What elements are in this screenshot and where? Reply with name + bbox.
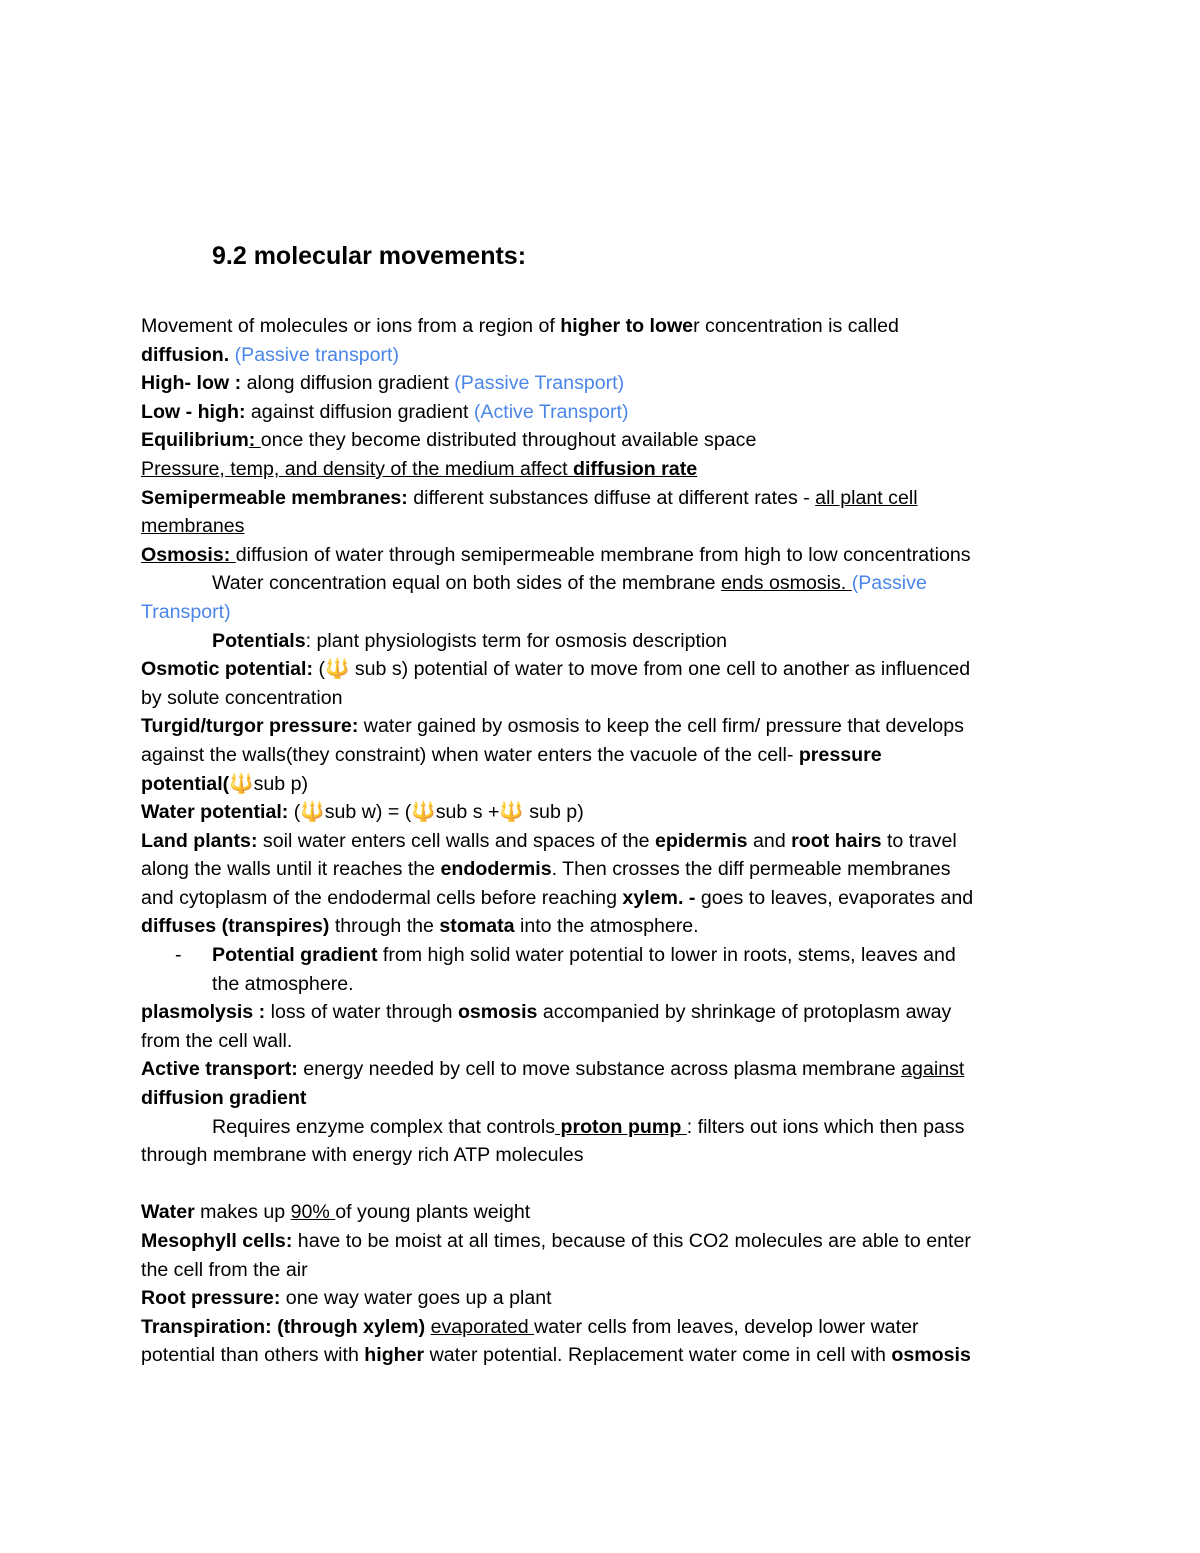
text-line — [141, 1141, 1071, 1170]
text-run: sub w) = ( — [324, 801, 412, 824]
text-line — [141, 855, 1071, 884]
text-line — [141, 398, 1071, 427]
document-body — [141, 312, 1071, 1370]
text-line — [141, 1313, 1071, 1342]
text-line — [141, 712, 1071, 741]
text-line — [141, 1027, 1071, 1056]
text-line — [141, 741, 1071, 770]
bold-term: root hairs — [791, 829, 882, 852]
text-line — [141, 770, 1071, 799]
blank-line — [141, 1170, 1071, 1199]
bold-term: Land plants: — [141, 829, 258, 852]
bold-term: diffuses (transpires) — [141, 915, 330, 938]
underlined-text: ends osmosis. — [721, 572, 852, 595]
trident-icon: 🔱 — [324, 658, 350, 681]
text-run: water gained by osmosis to keep the cell firm/ pressure that develops — [358, 715, 964, 738]
bold-term: Mesophyll cells: — [141, 1230, 293, 1252]
text-run: against the walls(they constraint) when water enters the vacuole of the cell- — [141, 743, 799, 766]
text-line — [141, 1284, 1071, 1313]
transport-note: (Passive transport) — [229, 343, 400, 366]
underlined-text: evaporated — [430, 1315, 535, 1338]
text-run: of young plants weight — [335, 1201, 531, 1224]
trident-icon: 🔱 — [300, 801, 325, 824]
text-run: water cells from leaves, develop lower water — [534, 1315, 919, 1338]
bold-term: Root pressure: — [141, 1287, 281, 1310]
text-run: by solute concentration — [141, 686, 343, 709]
bold-term: Osmotic potential: — [141, 658, 314, 681]
text-line — [141, 1055, 1071, 1084]
text-line — [141, 970, 1071, 999]
text-line — [141, 684, 1071, 713]
text-run: once they become distributed throughout available space — [260, 429, 757, 452]
text-line — [141, 884, 1071, 913]
bold-term: Low - high: — [141, 400, 246, 423]
text-run: soil water enters cell walls and spaces of the — [257, 829, 655, 852]
text-run: makes up — [194, 1201, 291, 1224]
underlined-text: membranes — [141, 515, 245, 538]
text-line — [141, 627, 1071, 656]
bold-term: stomata — [439, 915, 515, 938]
text-run: against diffusion gradient — [245, 400, 474, 423]
bold-term: pressure — [798, 743, 882, 766]
text-line — [141, 1227, 1071, 1256]
text-run: sub p) — [523, 801, 584, 824]
text-line — [141, 455, 1071, 484]
text-line — [141, 598, 1071, 627]
text-line — [141, 369, 1071, 398]
text-line — [141, 312, 1071, 341]
text-line — [141, 798, 1071, 827]
bold-term: : — [248, 429, 261, 452]
underlined-text: 90% — [290, 1201, 336, 1224]
bold-term: osmosis — [457, 1001, 538, 1024]
underlined-text: all plant cell — [815, 486, 918, 509]
bold-term: potential( — [141, 772, 230, 795]
text-run: along diffusion gradient — [241, 372, 455, 395]
text-run: along the walls until it reaches the — [141, 858, 441, 881]
text-run: from the cell wall. — [141, 1029, 293, 1052]
text-line — [141, 512, 1071, 541]
text-run: sub p) — [253, 772, 309, 795]
text-line — [141, 1198, 1071, 1227]
bold-term: Water potential: — [141, 801, 289, 824]
text-run: the atmosphere. — [212, 972, 354, 995]
text-run: to travel — [881, 829, 957, 852]
text-run: accompanied by shrinkage of protoplasm away — [537, 1001, 952, 1024]
underlined-text: Pressure, temp, and density of the medium affect — [141, 457, 574, 480]
bold-term: endodermis — [440, 858, 552, 881]
text-run: the cell from the air — [141, 1258, 308, 1281]
page-title: 9.2 molecular movements: — [212, 242, 527, 270]
text-run: different substances diffuse at different rates - — [407, 486, 816, 509]
bold-term: Potentials — [212, 629, 306, 652]
text-line — [141, 1084, 1071, 1113]
bold-term: Water — [141, 1201, 195, 1224]
text-line — [141, 484, 1071, 513]
text-run: : filters out ions which then pass — [686, 1115, 965, 1138]
text-run: loss of water through — [265, 1001, 458, 1024]
text-run: diffusion of water through semipermeable membrane from high to low concentrations — [235, 543, 971, 566]
text-run: ( — [288, 801, 301, 824]
text-run: and cytoplasm of the endodermal cells before reaching — [141, 886, 623, 909]
bold-term: Transpiration: (through xylem) — [141, 1315, 426, 1338]
bold-term: High- low : — [141, 372, 242, 395]
transport-note: (Passive — [851, 572, 927, 595]
bold-term: Potential gradient — [212, 944, 378, 967]
bold-term: proton pump — [555, 1115, 687, 1138]
bold-term: Equilibrium — [141, 429, 249, 452]
bold-term: diffusion. — [141, 343, 230, 366]
transport-note: (Active Transport) — [473, 400, 629, 423]
text-run: from high solid water potential to lower in roots, stems, leaves and — [377, 944, 956, 967]
text-run: : plant physiologists term for osmosis description — [305, 629, 728, 652]
text-run: energy needed by cell to move substance across plasma membrane — [297, 1058, 902, 1081]
text-line — [141, 541, 1071, 570]
bold-term: epidermis — [655, 829, 748, 852]
trident-icon: 🔱 — [411, 801, 436, 824]
transport-note: Transport) — [141, 600, 231, 623]
text-run: sub s) potential of water to move from one cell to another as influenced — [349, 658, 971, 681]
bullet-dash: - — [175, 944, 182, 967]
text-run: and — [747, 829, 792, 852]
transport-note: (Passive Transport) — [454, 372, 625, 395]
bold-term: higher — [364, 1344, 425, 1367]
bold-term: Semipermeable membranes: — [141, 486, 408, 509]
text-line — [141, 341, 1071, 370]
text-run: Movement of molecules or ions from a region of — [141, 315, 561, 337]
bold-term: xylem. - — [622, 886, 696, 909]
text-run: into the atmosphere. — [514, 915, 699, 938]
text-line — [141, 655, 1071, 684]
text-line — [141, 426, 1071, 455]
text-line — [141, 912, 1071, 941]
bold-term: diffusion gradient — [141, 1087, 307, 1110]
bold-term: Osmosis: — [141, 543, 236, 566]
trident-icon: 🔱 — [499, 801, 524, 824]
bold-term: higher to lowe — [560, 315, 694, 337]
text-run: ( — [313, 658, 325, 681]
text-run: have to be moist at all times, because of this CO2 molecules are able to enter — [292, 1230, 971, 1252]
list-item — [141, 941, 1071, 970]
text-run: potential than others with — [141, 1344, 365, 1367]
text-line — [141, 827, 1071, 856]
bold-term: Active transport: — [141, 1058, 298, 1081]
text-line — [141, 1256, 1071, 1285]
bold-term: plasmolysis : — [141, 1001, 266, 1024]
text-run: goes to leaves, evaporates and — [695, 886, 974, 909]
bold-term: osmosis — [891, 1344, 971, 1367]
text-run: sub s + — [435, 801, 500, 824]
text-line — [141, 1113, 1071, 1142]
text-run: r concentration is called — [693, 315, 899, 337]
text-run: Requires enzyme complex that controls — [212, 1115, 556, 1138]
underlined-text: against — [901, 1058, 965, 1081]
text-run: one way water goes up a plant — [280, 1287, 552, 1310]
text-run: through the — [329, 915, 440, 938]
text-line — [141, 1341, 1071, 1370]
bold-term: Turgid/turgor pressure: — [141, 715, 359, 738]
text-run: Water concentration equal on both sides of the membrane — [212, 572, 722, 595]
text-line — [141, 998, 1071, 1027]
text-run: . Then crosses the diff permeable membranes — [551, 858, 951, 881]
text-run: through membrane with energy rich ATP molecules — [141, 1144, 584, 1167]
text-line — [141, 569, 1071, 598]
trident-icon: 🔱 — [229, 772, 254, 795]
text-run: water potential. Replacement water come in cell with — [424, 1344, 892, 1367]
bold-term: diffusion rate — [573, 457, 698, 480]
